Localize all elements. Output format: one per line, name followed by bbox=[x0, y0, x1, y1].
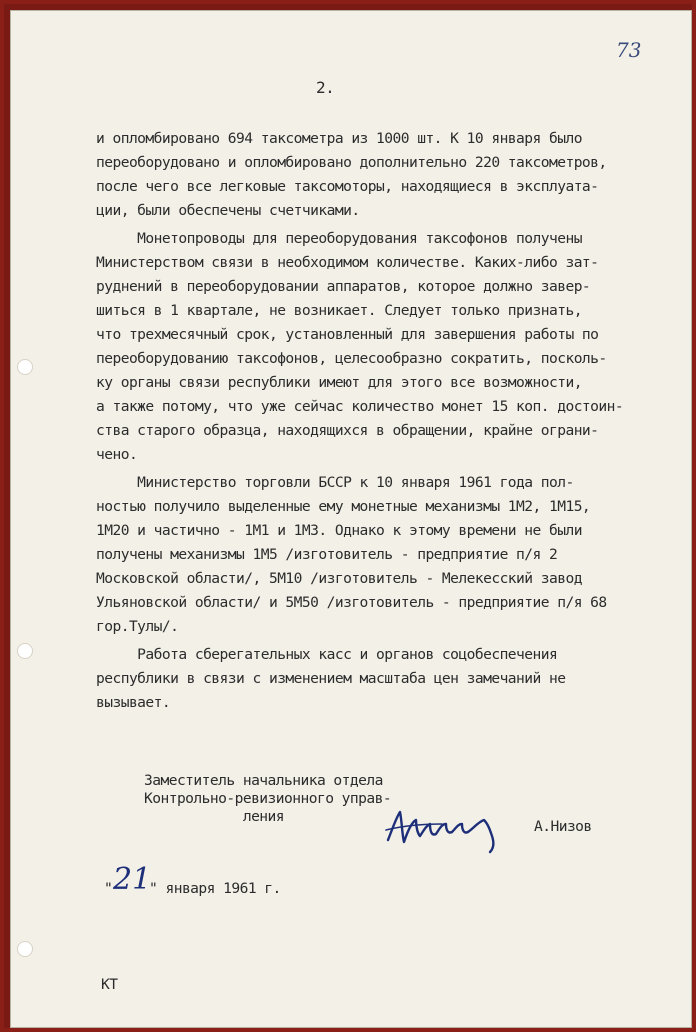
text-line: Министерством связи в необходимом количестве. Каких-либо зат- bbox=[96, 254, 599, 271]
text-line: а также потому, что уже сейчас количество монет 15 коп. достоин- bbox=[96, 398, 624, 415]
text-line: Ульяновской области/ и 5М50 /изготовитель - предприятие п/я 68 bbox=[96, 594, 607, 611]
text-line: руднений в переоборудовании аппаратов, которое должно завер- bbox=[96, 278, 591, 295]
typist-initials: КТ bbox=[101, 976, 118, 993]
text-line: 1М20 и частично - 1М1 и 1М3. Однако к этому времени не были bbox=[96, 522, 582, 539]
text-line: что трехмесячный срок, установленный для завершения работы по bbox=[96, 326, 599, 343]
signatory-title-line: Заместитель начальника отдела bbox=[144, 772, 383, 789]
text-line: переоборудовано и опломбировано дополнительно 220 таксометров, bbox=[96, 154, 607, 171]
text-line: Московской области/, 5М10 /изготовитель - Мелекесский завод bbox=[96, 570, 582, 587]
page-number: 2. bbox=[316, 78, 335, 97]
text-line: и опломбировано 694 таксометра из 1000 шт. К 10 января было bbox=[96, 130, 582, 147]
date-text: " января 1961 г. bbox=[149, 880, 281, 897]
text-line: ку органы связи республики имеют для этого все возможности, bbox=[96, 374, 582, 391]
text-line: после чего все легковые таксомоторы, находящиеся в эксплуата- bbox=[96, 178, 599, 195]
punch-hole bbox=[17, 941, 33, 957]
text-line: ции, были обеспечены счетчиками. bbox=[96, 202, 360, 219]
signatory-title-line: ления bbox=[144, 808, 285, 825]
text-line: получены механизмы 1М5 /изготовитель - предприятие п/я 2 bbox=[96, 546, 558, 563]
handwritten-date-day: 21 bbox=[113, 862, 152, 897]
text-line: переоборудованию таксофонов, целесообразно сократить, посколь- bbox=[96, 350, 607, 367]
signatory-title-line: Контрольно-ревизионного управ- bbox=[144, 790, 392, 807]
text-line: Министерство торговли БССР к 10 января 1961 года пол- bbox=[96, 474, 574, 491]
handwritten-signature bbox=[382, 800, 512, 856]
handwritten-page-number: 73 bbox=[616, 38, 642, 62]
text-line: шиться в 1 квартале, не возникает. Следует только признать, bbox=[96, 302, 582, 319]
text-line: Работа сберегательных касс и органов соцобеспечения bbox=[96, 646, 558, 663]
text-line: ностью получило выделенные ему монетные механизмы 1М2, 1М15, bbox=[96, 498, 591, 515]
text-line: ства старого образца, находящихся в обращении, крайне ограни- bbox=[96, 422, 599, 439]
date-quote-open: " bbox=[104, 880, 113, 897]
punch-hole bbox=[17, 643, 33, 659]
punch-hole bbox=[17, 359, 33, 375]
signatory-name: А.Низов bbox=[534, 818, 592, 835]
text-line: вызывает. bbox=[96, 694, 171, 711]
text-line: Монетопроводы для переоборудования таксофонов получены bbox=[96, 230, 582, 247]
text-line: чено. bbox=[96, 446, 138, 463]
text-line: гор.Тулы/. bbox=[96, 618, 179, 635]
text-line: республики в связи с изменением масштаба цен замечаний не bbox=[96, 670, 566, 687]
